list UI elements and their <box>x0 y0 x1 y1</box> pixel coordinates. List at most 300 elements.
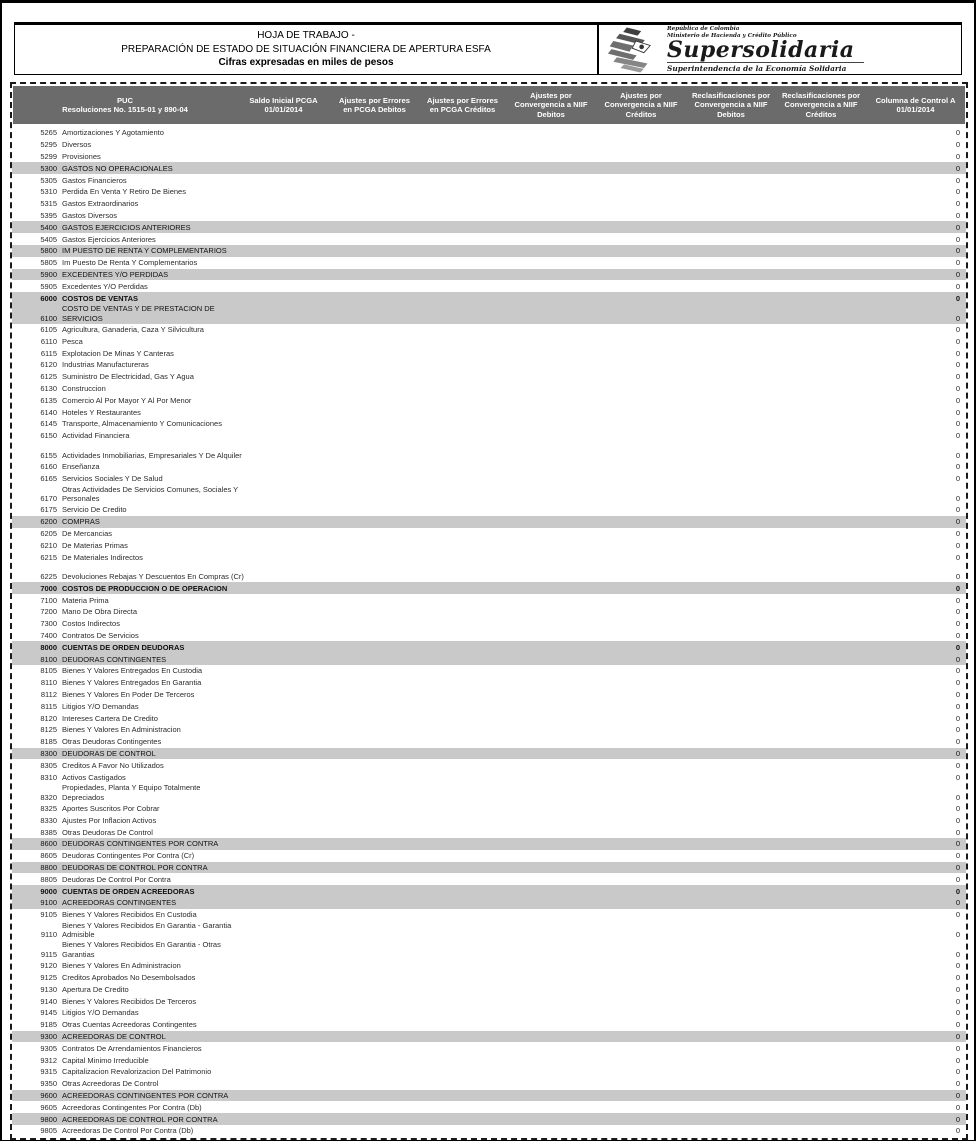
control-value: 0 <box>955 151 960 161</box>
account-cell <box>12 1125 850 1136</box>
account-name: Agricultura, Ganaderia, Caza Y Silvicultura <box>62 324 204 334</box>
worksheet-table <box>10 82 968 1140</box>
account-cell <box>12 528 850 539</box>
account-code: 9100 <box>40 898 57 908</box>
table-row <box>12 724 966 736</box>
account-cell <box>12 281 850 292</box>
control-value: 0 <box>955 407 960 417</box>
account-code: 6155 <box>40 450 57 460</box>
table-row <box>12 909 966 921</box>
control-value: 0 <box>955 886 960 896</box>
account-cell <box>12 163 850 174</box>
account-code: 7200 <box>40 607 57 617</box>
control-value: 0 <box>955 898 960 908</box>
control-value: 0 <box>955 419 960 429</box>
table-row <box>12 653 966 665</box>
account-code: 5299 <box>40 151 57 161</box>
account-code: 5305 <box>40 175 57 185</box>
account-code: 8325 <box>40 804 57 813</box>
table-row <box>12 406 966 418</box>
table-row <box>12 292 966 304</box>
account-code: 5400 <box>40 222 57 232</box>
table-row <box>12 394 966 406</box>
account-cell <box>12 371 850 382</box>
account-code: 8120 <box>40 713 57 723</box>
account-code: 8385 <box>40 827 57 837</box>
column-header: Columna de Control A 01/01/2014 <box>875 95 956 114</box>
account-code: 8310 <box>40 772 57 782</box>
account-cell <box>12 222 850 233</box>
account-name: Depreciados <box>62 792 105 802</box>
account-cell <box>12 760 850 771</box>
account-name: Admisible <box>62 930 95 940</box>
table-row <box>12 539 966 551</box>
column-header: Reclasificaciones por Convergencia a NIIF Debitos <box>691 91 771 119</box>
account-code: 8125 <box>40 725 57 735</box>
table-row <box>12 960 966 972</box>
table-row <box>12 418 966 430</box>
table-row <box>12 700 966 712</box>
account-cell <box>12 984 850 995</box>
control-value: 0 <box>955 607 960 617</box>
table-row <box>12 335 966 347</box>
account-cell <box>12 1114 850 1125</box>
account-code: 9605 <box>40 1102 57 1112</box>
account-cell <box>12 234 850 245</box>
table-row <box>12 940 966 960</box>
account-cell <box>12 1078 850 1089</box>
control-value: 0 <box>955 772 960 782</box>
control-value: 0 <box>955 1090 960 1100</box>
account-cell <box>12 210 850 221</box>
table-row <box>12 449 966 461</box>
table-row <box>12 630 966 642</box>
table-row <box>12 748 966 760</box>
account-code: 6100 <box>40 313 57 323</box>
account-name: Bienes Y Valores En Administracion <box>62 961 181 971</box>
control-value: 0 <box>955 984 960 994</box>
account-name: Gastos Financieros <box>62 175 127 185</box>
control-value: 0 <box>955 1055 960 1065</box>
control-value: 0 <box>955 862 960 872</box>
control-value: 0 <box>955 701 960 711</box>
account-cell <box>12 245 850 256</box>
account-name: Capital Minimo Irreducible <box>62 1055 149 1065</box>
account-cell <box>12 430 850 441</box>
control-value: 0 <box>955 360 960 370</box>
account-name: Materia Prima <box>62 595 109 605</box>
account-cell <box>12 348 850 359</box>
account-name: ACREEDORAS CONTINGENTES <box>62 898 177 908</box>
column-header: Reclasificaciones por Convergencia a NIIF Créditos <box>781 91 861 119</box>
account-name: Provisiones <box>62 151 101 161</box>
account-cell <box>12 886 850 897</box>
account-code: 6160 <box>40 462 57 472</box>
account-code: 9105 <box>40 910 57 920</box>
supersolidaria-logo-icon <box>607 27 661 73</box>
account-name: ACREEDORAS DE CONTROL <box>62 1031 166 1041</box>
control-value: 0 <box>955 642 960 652</box>
account-name: Bienes Y Valores En Poder De Terceros <box>62 690 195 700</box>
account-cell <box>12 654 850 665</box>
table-row <box>12 162 966 174</box>
account-name: GASTOS EJERCICIOS ANTERIORES <box>62 222 191 232</box>
account-cell <box>12 862 850 873</box>
table-row <box>12 783 966 803</box>
account-cell: Propiedades, Planta Y Equipo Totalmente 8320 Depreciados <box>12 783 850 802</box>
control-value: 0 <box>955 839 960 849</box>
table-row <box>12 473 966 485</box>
title-line-2: PREPARACIÓN DE ESTADO DE SITUACIÓN FINANCIERA DE APERTURA ESFA <box>121 43 491 55</box>
account-name: EXCEDENTES Y/O PERDIDAS <box>62 269 169 279</box>
account-code: 9300 <box>40 1031 57 1041</box>
control-value: 0 <box>955 572 960 582</box>
control-value: 0 <box>955 595 960 605</box>
account-code: 6140 <box>40 407 57 417</box>
control-value: 0 <box>955 348 960 358</box>
control-value: 0 <box>955 737 960 747</box>
control-value: 0 <box>955 529 960 539</box>
control-value: 0 <box>955 792 960 802</box>
account-code: 8300 <box>40 749 57 759</box>
account-code: 6000 <box>40 293 57 303</box>
logo-org-line-1: República de Colombia <box>667 25 740 32</box>
account-code: 8110 <box>40 678 57 688</box>
account-cell <box>12 359 850 370</box>
table-row <box>12 1054 966 1066</box>
account-cell: Bienes Y Valores Recibidos En Garantia - Garantia 9110 Admisible <box>12 921 850 940</box>
control-value: 0 <box>955 222 960 232</box>
account-name: COSTOS DE PRODUCCION O DE OPERACION <box>62 583 228 593</box>
account-cell <box>12 1102 850 1113</box>
account-cell <box>12 701 850 712</box>
table-row <box>12 1042 966 1054</box>
table-row <box>12 210 966 222</box>
account-name: Deudoras Contingentes Por Contra (Cr) <box>62 851 195 861</box>
account-cell <box>12 803 850 814</box>
account-name: Actividad Financiera <box>62 431 130 441</box>
control-value: 0 <box>955 293 960 303</box>
control-value: 0 <box>955 972 960 982</box>
account-cell <box>12 909 850 920</box>
account-name: Garantias <box>62 950 95 960</box>
table-row <box>12 280 966 292</box>
account-name: Intereses Cartera De Credito <box>62 713 158 723</box>
account-name: Servicios Sociales Y De Salud <box>62 474 163 484</box>
control-value: 0 <box>955 1114 960 1124</box>
account-cell <box>12 996 850 1007</box>
account-name: Gastos Diversos <box>62 210 118 220</box>
account-name: Transporte, Almacenamiento Y Comunicaciones <box>62 419 222 429</box>
control-value: 0 <box>955 234 960 244</box>
account-cell <box>12 1031 850 1042</box>
title-line-1: HOJA DE TRABAJO - <box>257 30 355 42</box>
account-code: 6105 <box>40 324 57 334</box>
table-row <box>12 803 966 815</box>
account-cell <box>12 186 850 197</box>
control-value: 0 <box>955 1020 960 1030</box>
account-code: 9125 <box>40 972 57 982</box>
account-name: Capitalizacion Revalorizacion Del Patrimonio <box>62 1067 212 1077</box>
control-value: 0 <box>955 827 960 837</box>
account-cell <box>12 736 850 747</box>
control-value: 0 <box>955 996 960 1006</box>
account-cell <box>12 336 850 347</box>
account-cell <box>12 815 850 826</box>
account-code: 8800 <box>40 862 57 872</box>
control-value: 0 <box>955 494 960 504</box>
account-cell <box>12 257 850 268</box>
account-cell <box>12 874 850 885</box>
account-name: Personales <box>62 494 100 504</box>
table-row <box>12 383 966 395</box>
account-name: Bienes Y Valores Entregados En Garantia <box>62 678 202 688</box>
account-name: IM PUESTO DE RENTA Y COMPLEMENTARIOS <box>62 246 227 256</box>
account-name: Contratos De Servicios <box>62 631 139 641</box>
table-row <box>12 618 966 630</box>
account-name: Bienes Y Valores Recibidos De Terceros <box>62 996 197 1006</box>
account-code: 6110 <box>40 336 57 346</box>
table-row <box>12 528 966 540</box>
account-code: 9600 <box>40 1090 57 1100</box>
table-row <box>12 139 966 151</box>
account-code: 9800 <box>40 1114 57 1124</box>
account-code: 9805 <box>40 1126 57 1136</box>
account-name: Otras Cuentas Acreedoras Contingentes <box>62 1020 197 1030</box>
account-cell <box>12 642 850 653</box>
account-code: 8185 <box>40 737 57 747</box>
account-name: Hoteles Y Restaurantes <box>62 407 141 417</box>
table-row <box>12 233 966 245</box>
account-code: 9145 <box>40 1008 57 1018</box>
account-code: 8100 <box>40 654 57 664</box>
table-row <box>12 972 966 984</box>
control-value: 0 <box>955 474 960 484</box>
account-code: 6135 <box>40 395 57 405</box>
account-name: ACREEDORAS DE CONTROL POR CONTRA <box>62 1114 218 1124</box>
account-code: 5900 <box>40 269 57 279</box>
account-cell <box>12 473 850 484</box>
control-value: 0 <box>955 851 960 861</box>
account-code: 9305 <box>40 1043 57 1053</box>
logo-name: Supersolidaria <box>667 39 864 63</box>
account-code: 9140 <box>40 996 57 1006</box>
table-row <box>12 1125 966 1137</box>
table-row <box>12 1031 966 1043</box>
account-name: Gastos Extraordinarios <box>62 199 139 209</box>
column-header: Saldo Inicial PCGA 01/01/2014 <box>249 95 318 114</box>
account-code: 6150 <box>40 431 57 441</box>
table-row <box>12 461 966 473</box>
control-value: 0 <box>955 431 960 441</box>
account-cell: Bienes Y Valores Recibidos En Garantia - Otras 9115 Garantias <box>12 940 850 959</box>
account-cell: Otras Actividades De Servicios Comunes, Sociales Y 6170 Personales <box>12 485 850 504</box>
account-code: 8600 <box>40 839 57 849</box>
table-row <box>12 1101 966 1113</box>
account-name: Amortizaciones Y Agotamiento <box>62 128 164 138</box>
account-name: Perdida En Venta Y Retiro De Bienes <box>62 187 186 197</box>
title-box <box>14 22 962 75</box>
account-name: Costos Indirectos <box>62 619 120 629</box>
account-code: 9000 <box>40 886 57 896</box>
control-value: 0 <box>955 187 960 197</box>
account-name: Ajustes Por Inflacion Activos <box>62 815 157 825</box>
account-cell <box>12 689 850 700</box>
table-row <box>12 1090 966 1102</box>
table-row <box>12 850 966 862</box>
control-value: 0 <box>955 199 960 209</box>
control-value: 0 <box>955 383 960 393</box>
account-name: Excedentes Y/O Perdidas <box>62 281 148 291</box>
table-row <box>12 677 966 689</box>
account-code: 9115 <box>40 950 57 960</box>
control-value: 0 <box>955 950 960 960</box>
table-row <box>12 1113 966 1125</box>
control-value: 0 <box>955 961 960 971</box>
account-cell <box>12 198 850 209</box>
table-spacer-row <box>12 563 966 571</box>
table-row <box>12 665 966 677</box>
account-name: Enseñanza <box>62 462 100 472</box>
column-header: Ajustes por Errores en PCGA Debitos <box>339 95 410 114</box>
account-cell <box>12 324 850 335</box>
column-header: Ajustes por Convergencia a NIIF Debitos <box>514 91 588 119</box>
account-code: 8112 <box>40 690 57 700</box>
account-code: 6120 <box>40 360 57 370</box>
control-value: 0 <box>955 874 960 884</box>
table-row <box>12 371 966 383</box>
account-name: CUENTAS DE ORDEN ACREEDORAS <box>62 886 195 896</box>
account-cell <box>12 772 850 783</box>
table-row <box>12 257 966 269</box>
table-row <box>12 1078 966 1090</box>
account-code: 6215 <box>40 552 57 562</box>
account-name: Gastos Ejercicios Anteriores <box>62 234 156 244</box>
account-code: 5315 <box>40 199 57 209</box>
column-header: PUC Resoluciones No. 1515-01 y 890-04 <box>62 95 188 114</box>
control-value: 0 <box>955 462 960 472</box>
account-code: 9120 <box>40 961 57 971</box>
table-row <box>12 641 966 653</box>
account-cell <box>12 1019 850 1030</box>
table-row <box>12 606 966 618</box>
account-name: Pesca <box>62 336 83 346</box>
account-cell <box>12 665 850 676</box>
account-cell: COSTO DE VENTAS Y DE PRESTACION DE 6100 SERVICIOS <box>12 304 850 323</box>
account-code: 6145 <box>40 419 57 429</box>
account-name: Contratos De Arrendamientos Financieros <box>62 1043 202 1053</box>
account-name: SERVICIOS <box>62 313 103 323</box>
control-value: 0 <box>955 372 960 382</box>
table-spacer-row <box>12 442 966 450</box>
account-cell <box>12 450 850 461</box>
control-value: 0 <box>955 804 960 813</box>
account-cell <box>12 1007 850 1018</box>
table-row <box>12 324 966 336</box>
account-cell <box>12 827 850 838</box>
table-row <box>12 186 966 198</box>
control-value: 0 <box>955 930 960 940</box>
table-row <box>12 269 966 281</box>
logo-org-line-2: Ministerio de Hacienda y Crédito Público <box>667 32 797 39</box>
table-row <box>12 1066 966 1078</box>
table-row <box>12 862 966 874</box>
column-header: Ajustes por Errores en PCGA Créditos <box>427 95 498 114</box>
account-cell <box>12 383 850 394</box>
document-title <box>15 25 599 74</box>
account-name: Construccion <box>62 383 106 393</box>
table-row <box>12 689 966 701</box>
control-value: 0 <box>955 1031 960 1041</box>
account-cell <box>12 127 850 138</box>
table-row <box>12 873 966 885</box>
account-name: Creditos A Favor No Utilizados <box>62 760 164 770</box>
control-value: 0 <box>955 725 960 735</box>
control-value: 0 <box>955 678 960 688</box>
control-value: 0 <box>955 175 960 185</box>
control-value: 0 <box>955 140 960 150</box>
account-name: Mano De Obra Directa <box>62 607 138 617</box>
table-body <box>12 124 966 1137</box>
control-value: 0 <box>955 336 960 346</box>
table-row <box>12 504 966 516</box>
account-code: 6205 <box>40 529 57 539</box>
account-name: DEUDORAS DE CONTROL POR CONTRA <box>62 862 208 872</box>
account-name: Aportes Suscritos Por Cobrar <box>62 804 160 813</box>
control-value: 0 <box>955 1079 960 1089</box>
table-row <box>12 151 966 163</box>
account-cell <box>12 293 850 304</box>
title-line-3: Cifras expresadas en miles de pesos <box>218 57 394 69</box>
account-name: Suministro De Electricidad, Gas Y Agua <box>62 372 194 382</box>
account-name: Acreedoras Contingentes Por Contra (Db) <box>62 1102 202 1112</box>
control-value: 0 <box>955 666 960 676</box>
control-value: 0 <box>955 210 960 220</box>
account-code: 6115 <box>40 348 57 358</box>
account-name: COMPRAS <box>62 517 100 527</box>
account-name: DEUDORAS CONTINGENTES <box>62 654 167 664</box>
account-code: 8000 <box>40 642 57 652</box>
table-row <box>12 885 966 897</box>
control-value: 0 <box>955 517 960 527</box>
account-name: Creditos Aprobados No Desembolsados <box>62 972 196 982</box>
table-row <box>12 838 966 850</box>
table-row <box>12 1019 966 1031</box>
account-cell <box>12 516 850 527</box>
account-code: 6200 <box>40 517 57 527</box>
control-value: 0 <box>955 1102 960 1112</box>
account-cell <box>12 139 850 150</box>
table-row <box>12 359 966 371</box>
table-row <box>12 771 966 783</box>
account-cell <box>12 850 850 861</box>
account-code: 5300 <box>40 163 57 173</box>
account-code: 6125 <box>40 372 57 382</box>
account-cell <box>12 175 850 186</box>
account-cell <box>12 269 850 280</box>
account-cell <box>12 1043 850 1054</box>
account-code: 9110 <box>40 930 57 940</box>
control-value: 0 <box>955 631 960 641</box>
control-value: 0 <box>955 583 960 593</box>
account-code: 9130 <box>40 984 57 994</box>
table-row <box>12 485 966 505</box>
account-code: 8115 <box>40 701 57 711</box>
account-code: 8105 <box>40 666 57 676</box>
logo-block <box>599 25 961 74</box>
account-name: Actividades Inmobiliarias, Empresariales Y De Alquiler <box>62 450 242 460</box>
control-value: 0 <box>955 128 960 138</box>
